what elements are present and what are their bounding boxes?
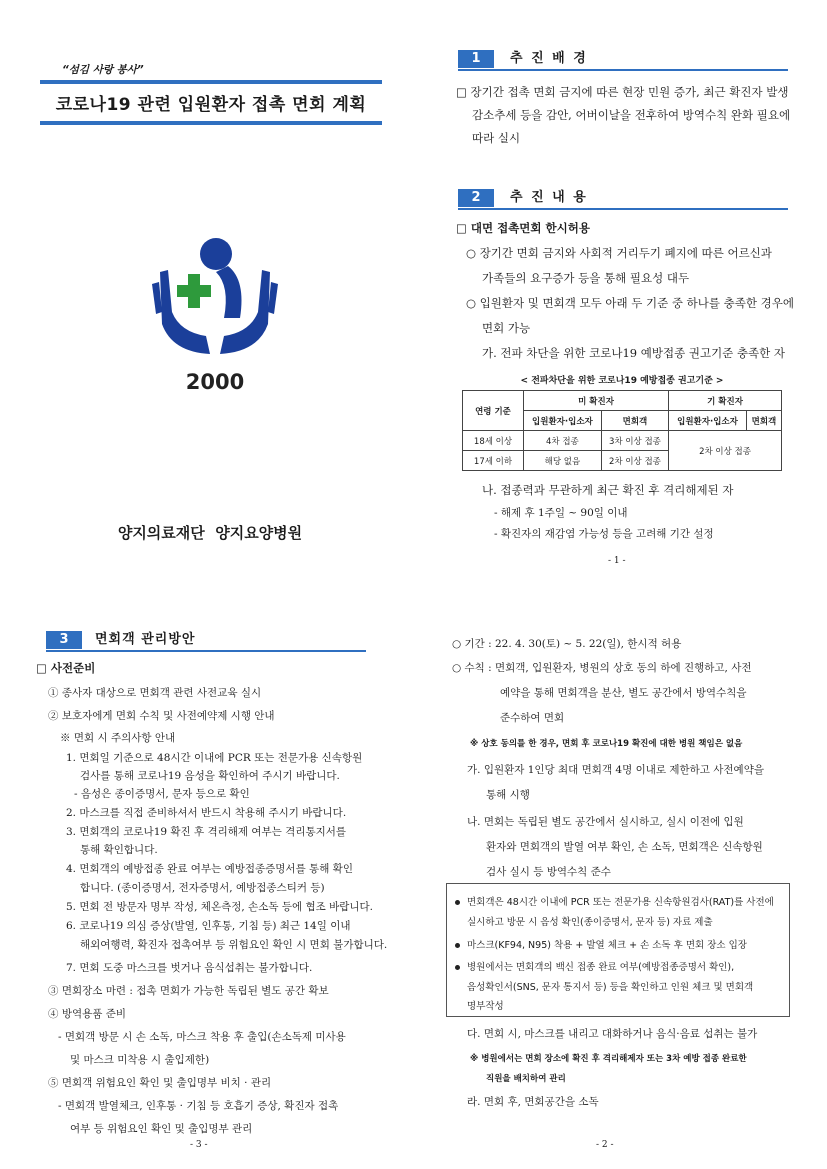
p3-line-1: □ 사전준비 bbox=[36, 661, 96, 675]
s2-line-5: 가. 전파 차단을 위한 코로나19 예방접종 권고기준 충족한 자 bbox=[482, 346, 786, 360]
box-text-3: 마스크(KF94, N95) 착용 + 발열 체크 + 손 소독 후 면회 장소 입장 bbox=[467, 940, 747, 951]
s2-line-3: ○ 입원환자 및 면회객 모두 아래 두 기준 중 하나를 충족한 경우에 bbox=[466, 296, 794, 310]
box-item-1b bbox=[467, 914, 713, 928]
page-number-3: - 3 - bbox=[190, 1140, 208, 1150]
slogan: “섬김 사랑 봉사” bbox=[62, 64, 144, 76]
section-1-number: 1 bbox=[458, 50, 494, 68]
bullet-icon bbox=[455, 900, 460, 905]
bullet-icon bbox=[455, 943, 460, 948]
section-2-title: 추 진 내 용 bbox=[510, 190, 588, 205]
notice-box bbox=[446, 883, 790, 1017]
logo-year: 2000 bbox=[185, 370, 245, 394]
p2-line-7: 나. 면회는 독립된 별도 공간에서 실시하고, 실시 이전에 입원 bbox=[467, 816, 744, 828]
section-3-number: 3 bbox=[46, 631, 82, 649]
cover-rule-top bbox=[40, 80, 382, 84]
p3-line-7: - 음성은 종이증명서, 문자 등으로 확인 bbox=[74, 788, 250, 800]
cell-r2-patient: 해당 없음 bbox=[524, 451, 602, 471]
cell-r2-age: 17세 이하 bbox=[463, 451, 524, 471]
section-1-rule bbox=[458, 69, 788, 71]
box-item-3b bbox=[467, 979, 753, 993]
section-3-rule bbox=[46, 650, 366, 652]
th-patient-2: 입원환자·입소자 bbox=[669, 411, 747, 431]
p2-note-1: ※ 상호 동의를 한 경우, 면회 후 코로나19 확진에 대한 병원 책임은 없음 bbox=[470, 739, 743, 749]
section-2-number: 2 bbox=[458, 189, 494, 207]
p3-line-23: 여부 등 위험요인 확인 및 출입명부 관리 bbox=[70, 1123, 253, 1135]
s2-line-4: 면회 가능 bbox=[482, 321, 531, 335]
cell-confirmed: 2차 이상 접종 bbox=[669, 431, 782, 471]
table-caption: < 전파차단을 위한 코로나19 예방접종 권고기준 > bbox=[520, 376, 724, 386]
p2-line-6: 통해 시행 bbox=[486, 789, 530, 801]
th-confirmed: 기 확진자 bbox=[669, 391, 782, 411]
box-text-6: 명부작성 bbox=[467, 1001, 504, 1012]
box-text-2: 실시하고 방문 시 음성 확인(종이증명서, 문자 등) 자료 제출 bbox=[467, 917, 713, 928]
institution-name: 양지의료재단 양지요양병원 bbox=[117, 524, 303, 542]
p3-line-6: 검사를 통해 코로나19 음성을 확인하여 주시기 바랍니다. bbox=[80, 770, 340, 782]
p2-line-4: 준수하여 면회 bbox=[500, 712, 565, 724]
box-text-1: 면회객은 48시간 이내에 PCR 또는 전문가용 신속항원검사(RAT)를 사전에 bbox=[467, 897, 774, 908]
p3-line-16: 7. 면회 도중 마스크를 벗거나 음식섭취는 불가합니다. bbox=[66, 962, 313, 974]
p3-line-3: ② 보호자에게 면회 수칙 및 사전예약제 시행 안내 bbox=[48, 710, 275, 722]
p3-line-12: 합니다. (종이증명서, 전자증명서, 예방접종스티커 등) bbox=[80, 882, 325, 894]
s2-after-2: - 해제 후 1주일 ~ 90일 이내 bbox=[494, 507, 628, 519]
section-3-title: 면회객 관리방안 bbox=[95, 632, 196, 647]
p2-note-2: ※ 병원에서는 면회 장소에 확진 후 격리해제자 또는 3차 예방 접종 완료한 bbox=[470, 1054, 747, 1064]
page-number-2: - 2 - bbox=[596, 1140, 614, 1150]
page-number-1: - 1 - bbox=[608, 556, 626, 566]
section-2-rule bbox=[458, 208, 788, 210]
p3-line-4: ※ 면회 시 주의사항 안내 bbox=[60, 732, 176, 744]
bg-line-1: □ 장기간 접촉 면회 금지에 따른 현장 민원 증가, 최근 확진자 발생 bbox=[456, 85, 789, 99]
p3-line-13: 5. 면회 전 방문자 명부 작성, 체온측정, 손소독 등에 협조 바랍니다. bbox=[66, 901, 373, 913]
hospital-logo bbox=[150, 232, 280, 402]
cover-rule-bottom bbox=[40, 121, 382, 125]
s2-line-1: ○ 장기간 면회 금지와 사회적 거리두기 폐지에 따른 어르신과 bbox=[466, 246, 772, 260]
s2-after-1: 나. 접종력과 무관하게 최근 확진 후 격리해제된 자 bbox=[482, 483, 734, 497]
s2-heading: □ 대면 접촉면회 한시허용 bbox=[456, 221, 590, 235]
p2-line-9: 검사 실시 등 방역수칙 준수 bbox=[486, 866, 611, 878]
p3-line-11: 4. 면회객의 예방접종 완료 여부는 예방접종증명서를 통해 확인 bbox=[66, 863, 353, 875]
cell-r1-age: 18세 이상 bbox=[463, 431, 524, 451]
th-visitor-2: 면회객 bbox=[746, 411, 781, 431]
p2-line-2: ○ 수칙 : 면회객, 입원환자, 병원의 상호 동의 하에 진행하고, 사전 bbox=[452, 662, 752, 674]
box-text-5: 음성확인서(SNS, 문자 통지서 등) 등을 확인하고 인원 체크 및 면회객 bbox=[467, 982, 754, 993]
p3-line-20: 및 마스크 미착용 시 출입제한) bbox=[70, 1054, 210, 1066]
p2-after-1: 다. 면회 시, 마스크를 내리고 대화하거나 음식·음료 섭취는 불가 bbox=[467, 1028, 758, 1040]
p3-line-5: 1. 면회일 기준으로 48시간 이내에 PCR 또는 전문가용 신속항원 bbox=[66, 752, 363, 764]
section-1-title: 추 진 배 경 bbox=[510, 51, 588, 66]
p3-line-2: ① 종사자 대상으로 면회객 관련 사전교육 실시 bbox=[48, 687, 262, 699]
p3-line-9: 3. 면회객의 코로나19 확진 후 격리해제 여부는 격리통지서를 bbox=[66, 826, 347, 838]
s2-after-3: - 확진자의 재감염 가능성 등을 고려해 기간 설정 bbox=[494, 528, 714, 540]
p2-line-8: 환자와 면회객의 발열 여부 확인, 손 소독, 면회객은 신속항원 bbox=[486, 841, 763, 853]
p3-line-8: 2. 마스크를 직접 준비하셔서 반드시 착용해 주시기 바랍니다. bbox=[66, 807, 347, 819]
p3-line-15: 해외여행력, 확진자 접촉여부 등 위험요인 확인 시 면회 불가합니다. bbox=[80, 939, 388, 951]
p2-line-5: 가. 입원환자 1인당 최대 면회객 4명 이내로 제한하고 사전예약을 bbox=[467, 764, 764, 776]
th-unconfirmed: 미 확진자 bbox=[524, 391, 669, 411]
th-age: 연령 기준 bbox=[463, 391, 524, 431]
p2-line-1: ○ 기간 : 22. 4. 30(토) ~ 5. 22(일), 한시적 허용 bbox=[452, 638, 682, 650]
p2-after-2: 라. 면회 후, 면회공간을 소독 bbox=[467, 1096, 599, 1108]
cell-r2-visitor: 2차 이상 접종 bbox=[601, 451, 668, 471]
cover-title: 코로나19 관련 입원환자 접촉 면회 계획 bbox=[55, 95, 367, 115]
p3-line-10: 통해 확인합니다. bbox=[80, 844, 158, 856]
box-text-4: 병원에서는 면회객의 백신 접종 완료 여부(예방접종증명서 확인), bbox=[467, 962, 735, 973]
bg-line-3: 따라 실시 bbox=[472, 131, 521, 145]
p3-line-19: - 면회객 방문 시 손 소독, 마스크 착용 후 출입(손소독제 미사용 bbox=[58, 1031, 346, 1043]
p3-line-18: ④ 방역용품 준비 bbox=[48, 1008, 127, 1020]
box-item-3 bbox=[455, 959, 734, 973]
vaccination-table bbox=[462, 390, 782, 471]
box-item-3c bbox=[467, 998, 504, 1012]
s2-line-2: 가족들의 요구증가 등을 통해 필요성 대두 bbox=[482, 271, 690, 285]
p3-line-21: ⑤ 면회객 위험요인 확인 및 출입명부 비치 · 관리 bbox=[48, 1077, 272, 1089]
cell-r1-visitor: 3차 이상 접종 bbox=[601, 431, 668, 451]
p3-line-22: - 면회객 발열체크, 인후통 · 기침 등 호흡기 증상, 확진자 접촉 bbox=[58, 1100, 339, 1112]
cell-r1-patient: 4차 접종 bbox=[524, 431, 602, 451]
box-item-1 bbox=[455, 894, 774, 908]
th-visitor: 면회객 bbox=[601, 411, 668, 431]
p3-line-14: 6. 코로나19 의심 증상(발열, 인후통, 기침 등) 최근 14일 이내 bbox=[66, 920, 351, 932]
box-item-2 bbox=[455, 937, 747, 951]
bullet-icon bbox=[455, 965, 460, 970]
bg-line-2: 감소추세 등을 감안, 어버이날을 전후하여 방역수칙 완화 필요에 bbox=[472, 108, 791, 122]
th-patient: 입원환자·입소자 bbox=[524, 411, 602, 431]
p2-line-3: 예약을 통해 면회객을 분산, 별도 공간에서 방역수칙을 bbox=[500, 687, 747, 699]
p3-line-17: ③ 면회장소 마련 : 접촉 면회가 가능한 독립된 별도 공간 확보 bbox=[48, 985, 329, 997]
p2-note-3: 직원을 배치하여 관리 bbox=[486, 1074, 566, 1084]
